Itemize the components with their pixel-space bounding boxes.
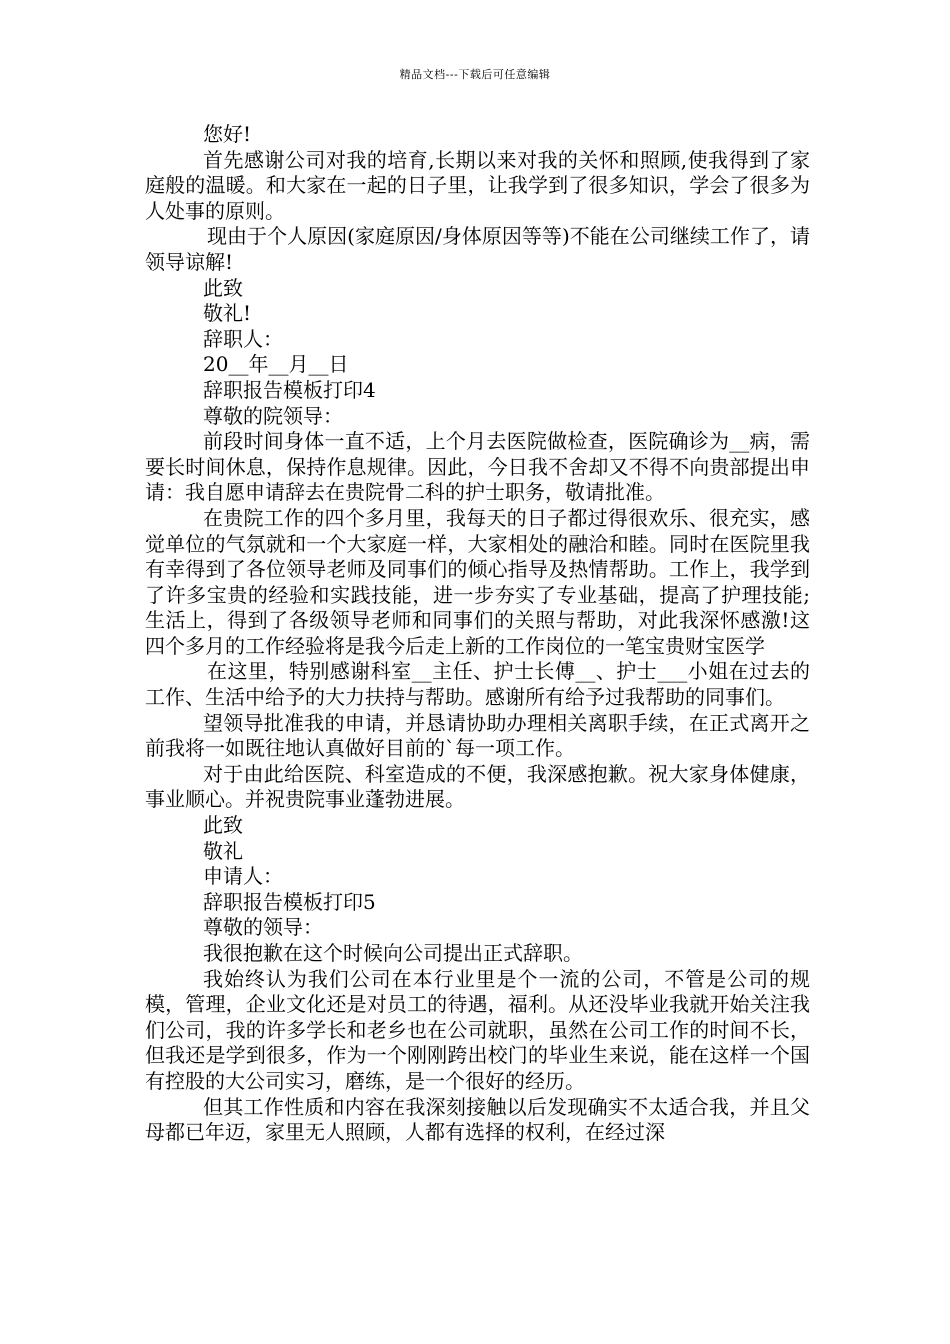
paragraph: 您好! xyxy=(203,122,252,146)
paragraph: 望领导批准我的申请，并恳请协助办理相关离职手续，在正式离开之前我将一如既往地认真做好目前的`每一项工作。 xyxy=(145,710,810,761)
paragraph: 辞职人： xyxy=(203,326,283,351)
page-header-watermark: 精品文档---下载后可任意编辑 xyxy=(399,68,551,81)
paragraph: 此致 xyxy=(203,813,243,838)
paragraph: 我很抱歉在这个时候向公司提出正式辞职。 xyxy=(203,941,583,965)
paragraph: 但其工作性质和内容在我深刻接触以后发现确实不太适合我，并且父母都已年迈，家里无人照顾，人都有选择的权利，在经过深 xyxy=(145,1094,810,1145)
paragraph: 在贵院工作的四个多月里，我每天的日子都过得很欢乐、很充实，感觉单位的气氛就和一个大家庭一样，大家相处的融洽和睦。同时在医院里我有幸得到了各位领导老师及同事们的倾心指导及热情帮助。工作上，我学到了许多宝贵的经验和实践技能，进一步夯实了专业基础，提高了护理技能;生活上，得到了各级领导老师和同事们的关照与帮助，对此我深怀感激!这四个多月的工作经验将是我今后走上新的工作岗位的一笔宝贵财宝医学 xyxy=(145,505,810,658)
paragraph: 对于由此给医院、科室造成的不便，我深感抱歉。祝大家身体健康，事业顺心。并祝贵院事业蓬勃进展。 xyxy=(145,761,810,812)
paragraph: 现由于个人原因(家庭原因/身体原因等等)不能在公司继续工作了，请领导谅解! xyxy=(145,224,810,274)
document-body xyxy=(145,122,810,1146)
paragraph: 辞职报告模板打印4 xyxy=(203,377,376,402)
paragraph: 此致 xyxy=(203,275,243,300)
paragraph: 尊敬的院领导： xyxy=(203,403,343,428)
paragraph: 20__年__月__日 xyxy=(203,352,349,377)
paragraph: 申请人： xyxy=(203,864,283,889)
paragraph: 辞职报告模板打印5 xyxy=(203,889,376,914)
paragraph: 敬礼 xyxy=(203,838,243,863)
paragraph: 敬礼! xyxy=(203,301,252,326)
paragraph: 前段时间身体一直不适，上个月去医院做检查，医院确诊为__病，需要长时间休息，保持作息规律。因此，今日我不舍却又不得不向贵部提出申请：我自愿申请辞去在贵院骨二科的护士职务，敬请批准。 xyxy=(145,429,810,505)
paragraph: 尊敬的领导： xyxy=(203,915,323,940)
paragraph: 首先感谢公司对我的培育,长期以来对我的关怀和照顾,使我得到了家庭般的温暖。和大家在一起的日子里，让我学到了很多知识，学会了很多为人处事的原则。 xyxy=(145,147,810,223)
paragraph: 我始终认为我们公司在本行业里是个一流的公司，不管是公司的规模，管理，企业文化还是对员工的待遇，福利。从还没毕业我就开始关注我们公司，我的许多学长和老乡也在公司就职，虽然在公司工作的时间不长，但我还是学到很多，作为一个刚刚跨出校门的毕业生来说，能在这样一个国有控股的大公司实习，磨练，是一个很好的经历。 xyxy=(145,966,810,1093)
paragraph: 在这里，特别感谢科室__主任、护士长傅__、护士___小姐在过去的工作、生活中给予的大力扶持与帮助。感谢所有给予过我帮助的同事们。 xyxy=(145,659,810,710)
